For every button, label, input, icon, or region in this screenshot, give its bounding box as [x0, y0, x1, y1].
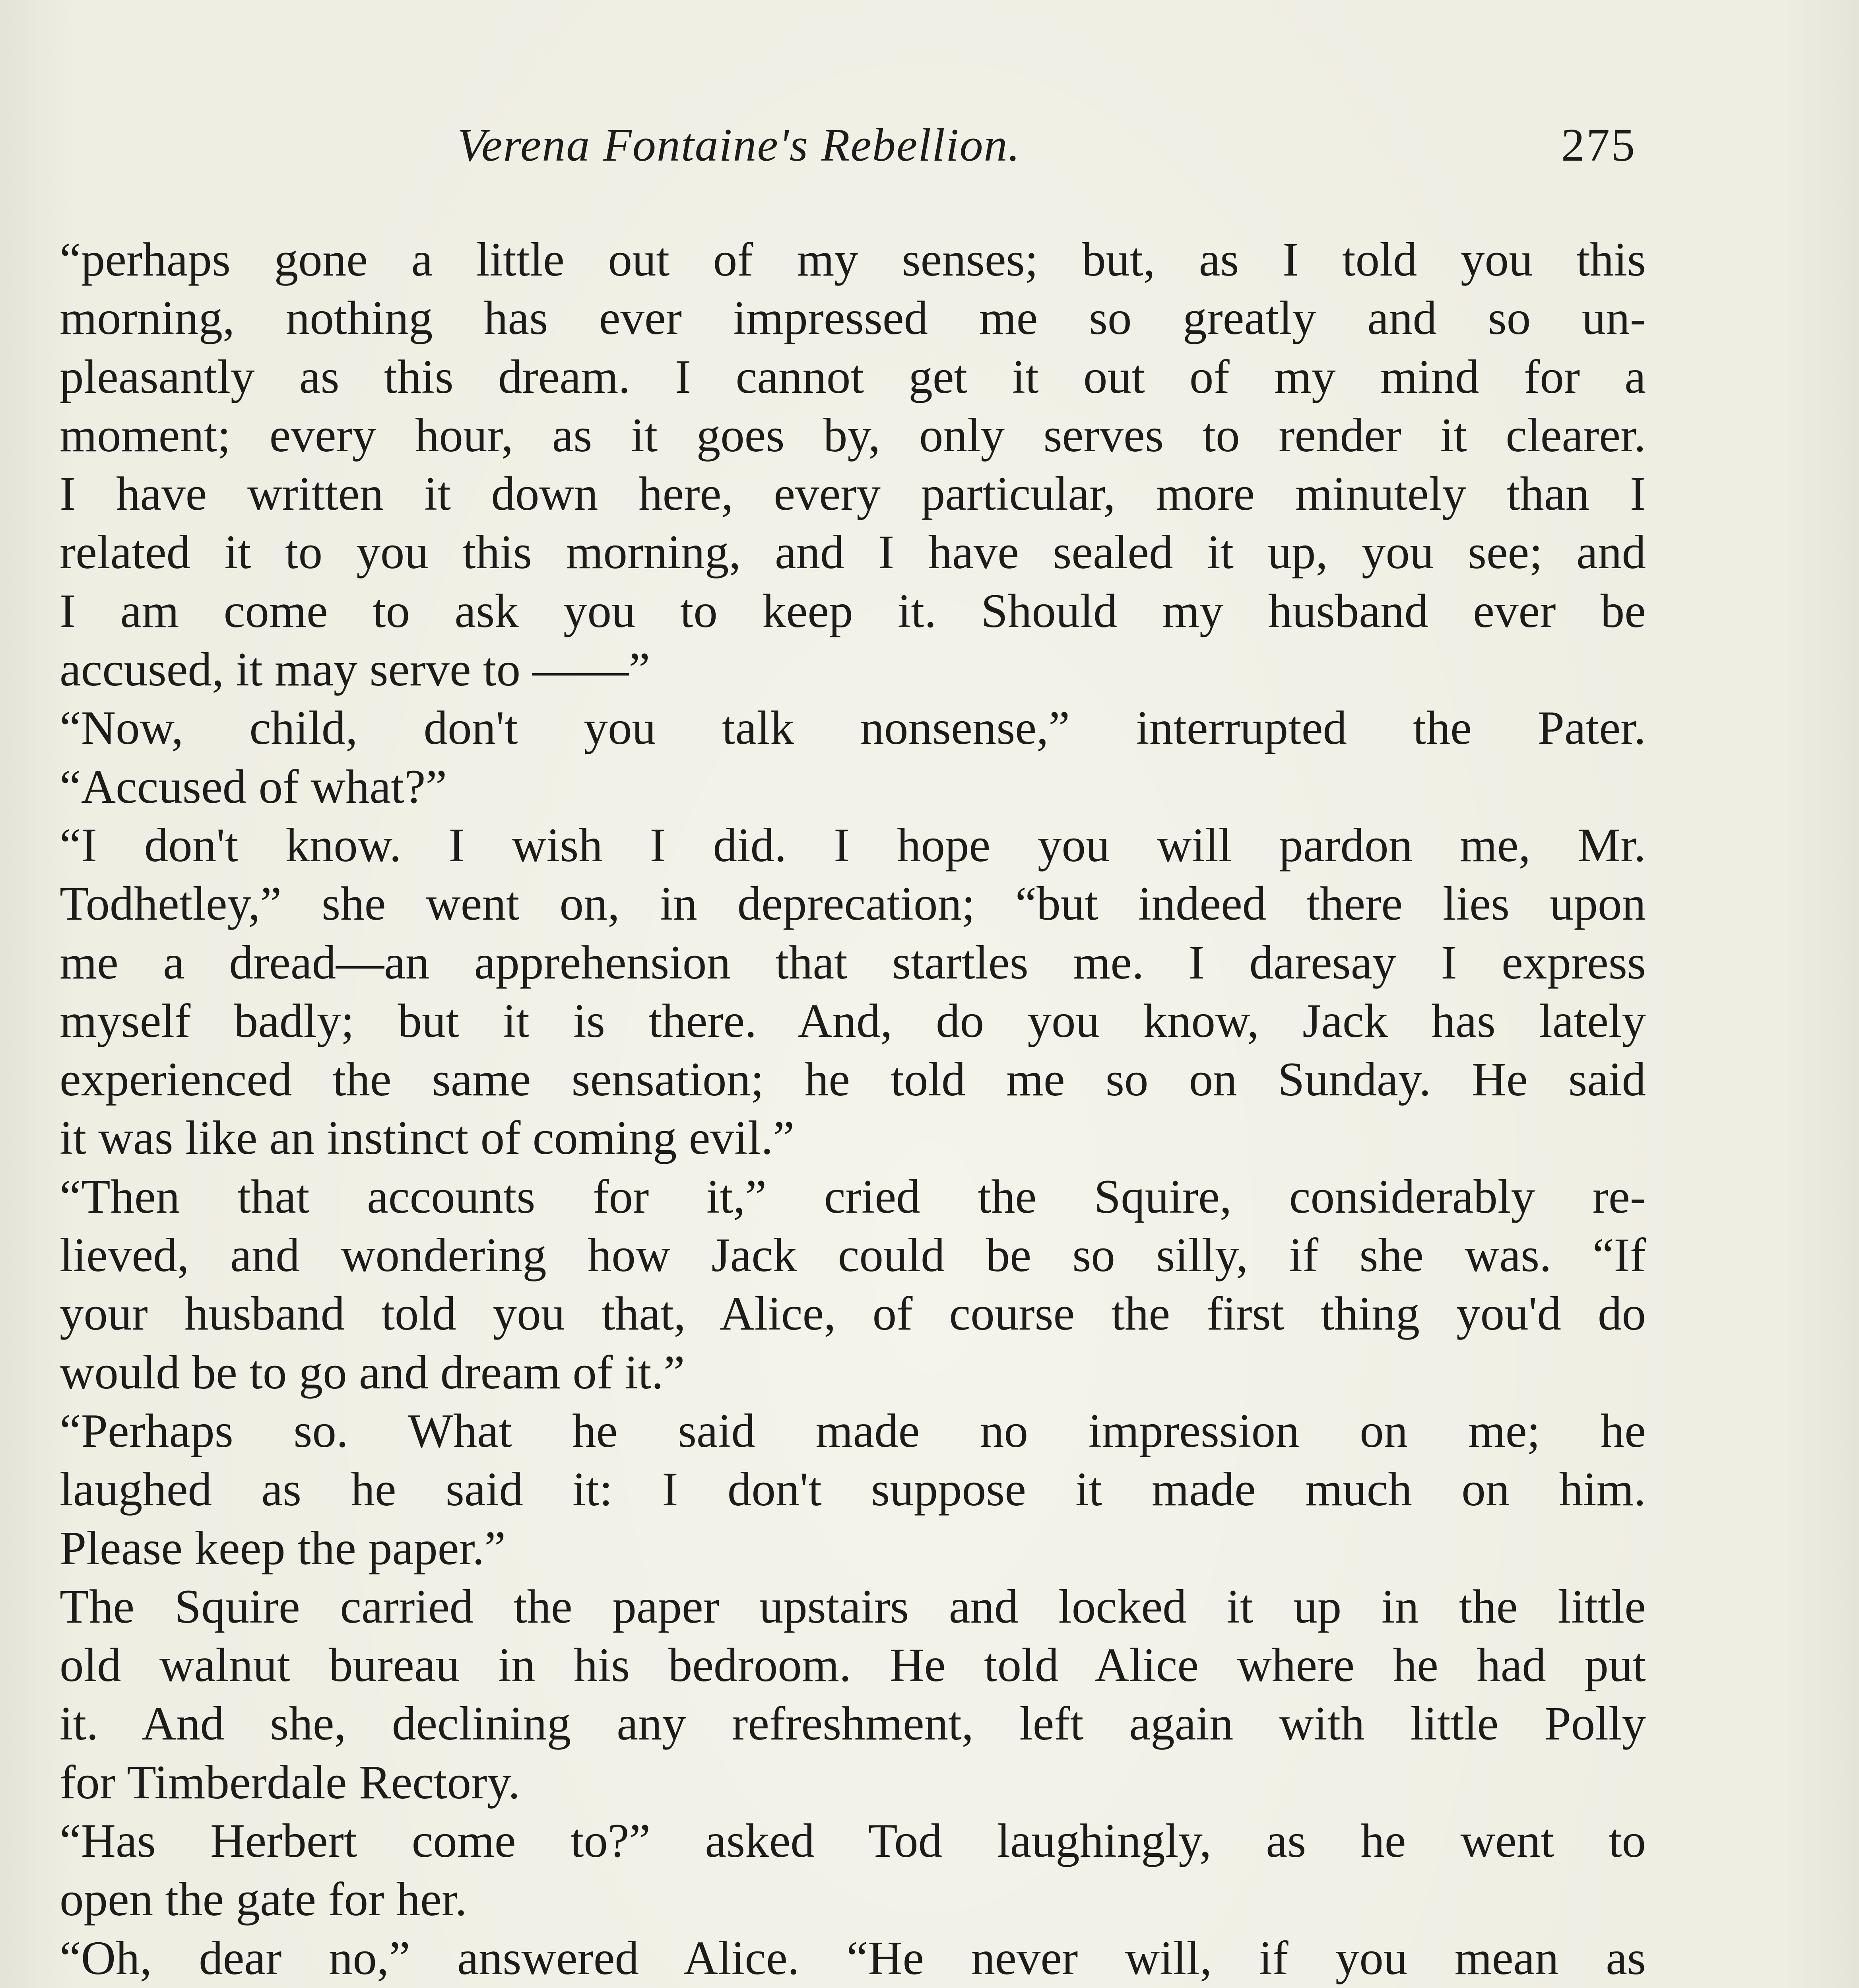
text-line: would be to go and dream of it.” [60, 1345, 685, 1399]
text-line: related it to you this morning, and I have sealed it up, you see; and [60, 526, 1646, 579]
text-line: pleasantly as this dream. I cannot get it out of my mind for a [60, 350, 1646, 404]
text-line: I have written it down here, every particular, more minutely than I [60, 467, 1646, 521]
text-line: your husband told you that, Alice, of course the first thing you'd do [60, 1287, 1646, 1341]
text-line: for Timberdale Rectory. [60, 1755, 520, 1809]
text-line: lieved, and wondering how Jack could be so silly, if she was. “If [60, 1229, 1646, 1282]
text-line: me a dread—an apprehension that startles me. I daresay I express [60, 936, 1646, 989]
text-line: old walnut bureau in his bedroom. He told Alice where he had put [60, 1639, 1646, 1692]
text-line: myself badly; but it is there. And, do you know, Jack has lately [60, 994, 1646, 1048]
running-title: Verena Fontaine's Rebellion. [457, 119, 1021, 171]
text-line: moment; every hour, as it goes by, only serves to render it clearer. [60, 408, 1646, 462]
text-line: I am come to ask you to keep it. Should my husband ever be [60, 584, 1646, 638]
body-text [60, 231, 1646, 1988]
text-line: Please keep the paper.” [60, 1521, 506, 1575]
text-line: “I don't know. I wish I did. I hope you will pardon me, Mr. [60, 818, 1646, 872]
text-line: “perhaps gone a little out of my senses; but, as I told you this [60, 233, 1646, 286]
text-line: it. And she, declining any refreshment, left again with little Polly [60, 1697, 1646, 1751]
text-line: “Oh, dear no,” answered Alice. “He never will, if you mean as [60, 1931, 1646, 1985]
text-line: “Has Herbert come to?” asked Tod laughingly, as he went to [60, 1814, 1646, 1868]
page-header [0, 115, 1859, 179]
text-line: laughed as he said it: I don't suppose it made much on him. [60, 1463, 1646, 1516]
text-line: open the gate for her. [60, 1873, 467, 1926]
text-line: it was like an instinct of coming evil.” [60, 1111, 795, 1165]
text-line: Todhetley,” she went on, in deprecation; “but indeed there lies upon [60, 877, 1646, 931]
text-line: “Accused of what?” [60, 760, 447, 813]
text-line: “Then that accounts for it,” cried the Squire, considerably re- [60, 1170, 1646, 1223]
text-line: “Perhaps so. What he said made no impression on me; he [60, 1404, 1646, 1458]
text-line: morning, nothing has ever impressed me so greatly and so un- [60, 291, 1646, 345]
text-line: The Squire carried the paper upstairs and locked it up in the little [60, 1580, 1646, 1633]
text-line: experienced the same sensation; he told me so on Sunday. He said [60, 1053, 1646, 1107]
text-line: accused, it may serve to ——” [60, 643, 650, 697]
page-number: 275 [1561, 119, 1636, 171]
text-line: “Now, child, don't you talk nonsense,” interrupted the Pater. [60, 701, 1646, 755]
